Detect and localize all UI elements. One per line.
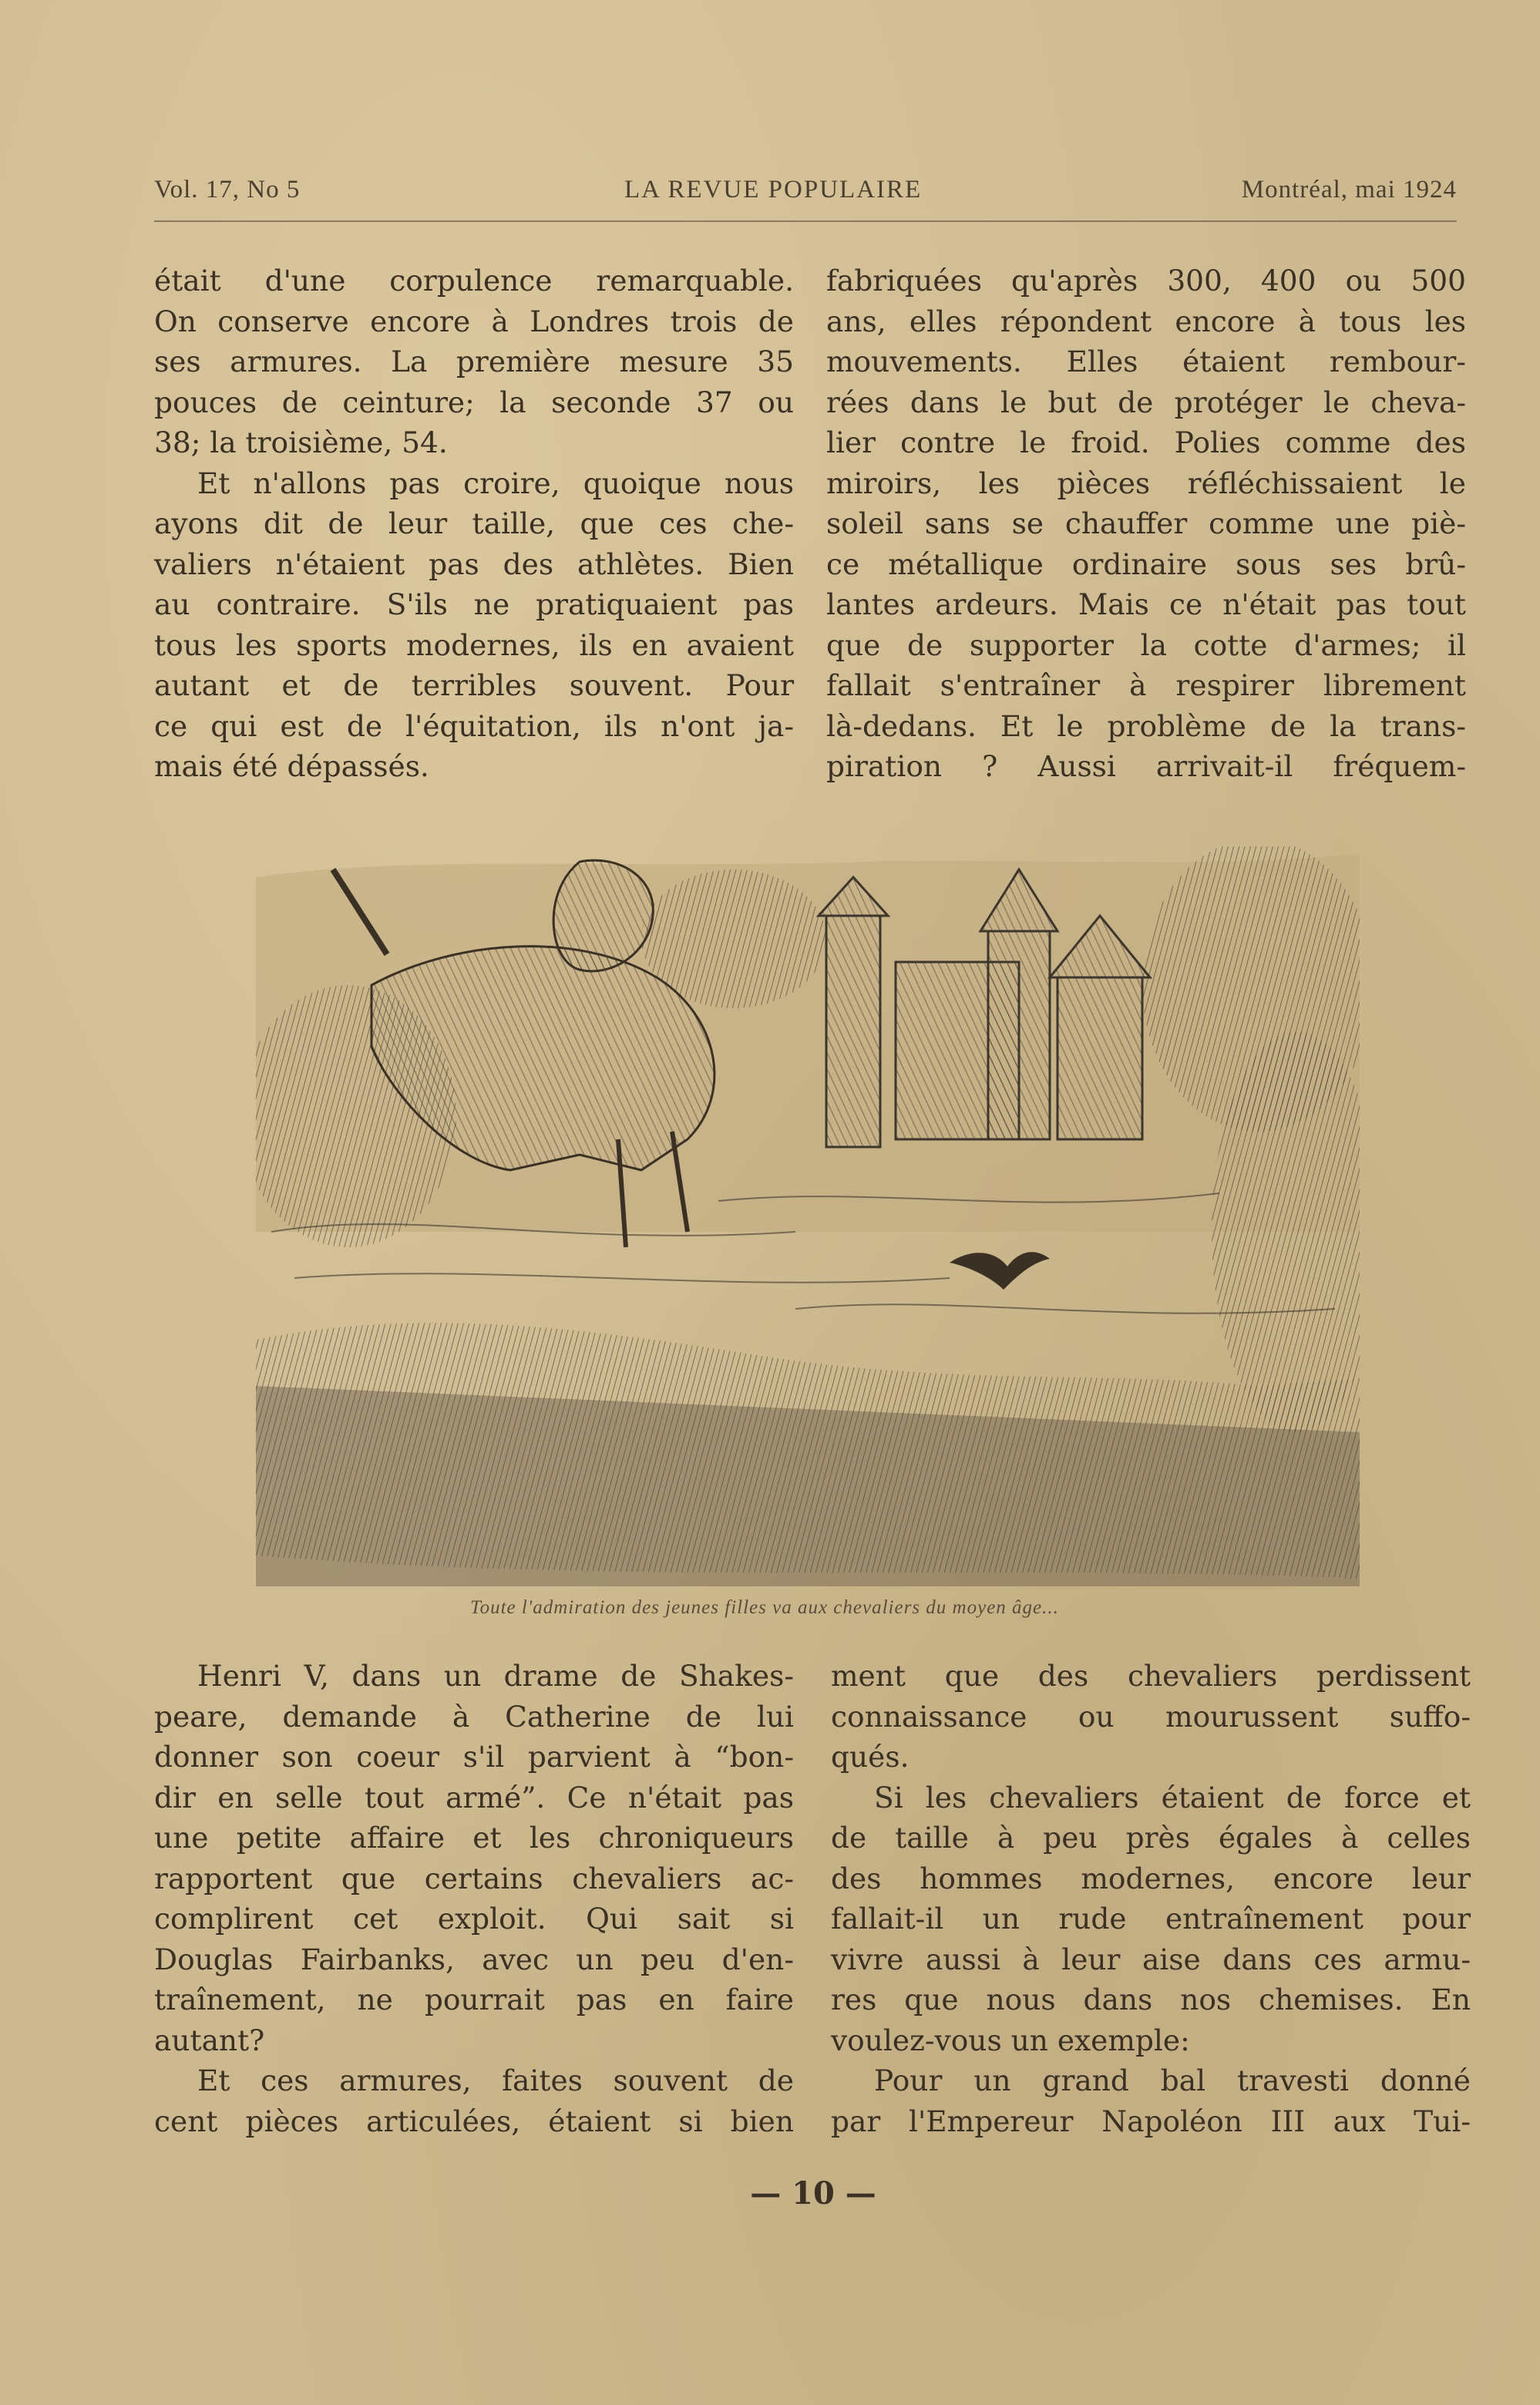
text-line: par l'Empereur Napoléon III aux Tui- [831,2104,1471,2138]
text-line: ment que des chevaliers perdissent [831,1659,1471,1693]
text-line: autant et de terribles souvent. Pour [154,668,794,702]
text-line: miroirs, les pièces réfléchissaient le [826,466,1466,500]
text-line: 38; la troisième, 54. [154,426,448,459]
text-line: ce qui est de l'équitation, ils n'ont ja- [154,708,794,743]
text-line: connaissance ou mourussent suffo- [831,1699,1471,1734]
text-line: fallait s'entraîner à respirer librement [826,668,1466,702]
page-number: — 10 — [750,2175,876,2212]
header-rule [154,220,1457,222]
text-line: qués. [831,1740,910,1774]
text-line: mais été dépassés. [154,749,429,783]
text-line: ayons dit de leur taille, que ces che- [154,506,794,540]
text-line: rapportent que certains chevaliers ac- [154,1861,794,1895]
text-line: pouces de ceinture; la seconde 37 ou [154,385,794,419]
text-line: dir en selle tout armé”. Ce n'était pas [154,1780,794,1815]
text-line: était d'une corpulence remarquable. [154,264,794,298]
text-line: valiers n'étaient pas des athlètes. Bien [154,547,794,581]
knight-castle-illustration [256,846,1360,1586]
text-column-bottom-right [831,1656,1471,2141]
text-line: Si les chevaliers étaient de force et [874,1780,1471,1815]
text-line: res que nous dans nos chemises. En [831,1983,1471,2016]
text-line: Et n'allons pas croire, quoique nous [197,466,794,500]
text-column-top-right [826,261,1466,787]
text-line: Pour un grand bal travesti donné [874,2064,1471,2097]
text-line: ans, elles répondent encore à tous les [826,304,1466,338]
text-line: fabriquées qu'après 300, 400 ou 500 [826,264,1466,298]
text-line: Et ces armures, faites souvent de [197,2064,794,2097]
text-line: soleil sans se chauffer comme une piè- [826,506,1466,540]
illustration-caption: Toute l'admiration des jeunes filles va aux chevaliers du moyen âge... [470,1597,1059,1618]
text-column-top-left [154,261,794,787]
text-line: lier contre le froid. Polies comme des [826,426,1466,459]
text-line: cent pièces articulées, étaient si bien [154,2104,794,2138]
text-line: ce métallique ordinaire sous ses brû- [826,547,1466,581]
text-line: peare, demande à Catherine de lui [154,1699,794,1734]
text-line: que de supporter la cotte d'armes; il [826,627,1466,662]
text-line: voulez-vous un exemple: [831,2023,1190,2057]
text-line: au contraire. S'ils ne pratiquaient pas [154,587,794,621]
text-column-bottom-left [154,1656,794,2141]
text-line: Douglas Fairbanks, avec un peu d'en- [154,1942,794,1976]
text-line: de taille à peu près égales à celles [831,1821,1471,1855]
text-line: là-dedans. Et le problème de la trans- [826,708,1466,743]
running-header [154,176,1457,214]
header-volume: Vol. 17, No 5 [154,176,301,204]
text-line: traînement, ne pourrait pas en faire [154,1983,794,2016]
text-line: tous les sports modernes, ils en avaient [154,627,794,662]
text-line: complirent cet exploit. Qui sait si [154,1902,794,1936]
header-journal-title: LA REVUE POPULAIRE [624,176,923,204]
text-line: fallait-il un rude entraînement pour [831,1902,1471,1936]
text-line: des hommes modernes, encore leur [831,1861,1471,1895]
text-line: rées dans le but de protéger le cheva- [826,385,1466,419]
text-line: mouvements. Elles étaient rembour- [826,345,1466,378]
text-line: lantes ardeurs. Mais ce n'était pas tout [826,587,1466,621]
text-line: une petite affaire et les chroniqueurs [154,1821,794,1855]
text-line: donner son coeur s'il parvient à “bon- [154,1740,794,1774]
bird [950,1252,1050,1290]
header-place-date: Montréal, mai 1924 [1241,176,1457,204]
text-line: autant? [154,2023,265,2057]
text-line: ses armures. La première mesure 35 [154,345,794,378]
text-line: Henri V, dans un drame de Shakes- [197,1659,794,1693]
text-line: piration ? Aussi arrivait-il fréquem- [826,749,1466,783]
text-line: On conserve encore à Londres trois de [154,304,794,338]
text-line: vivre aussi à leur aise dans ces armu- [831,1942,1471,1976]
